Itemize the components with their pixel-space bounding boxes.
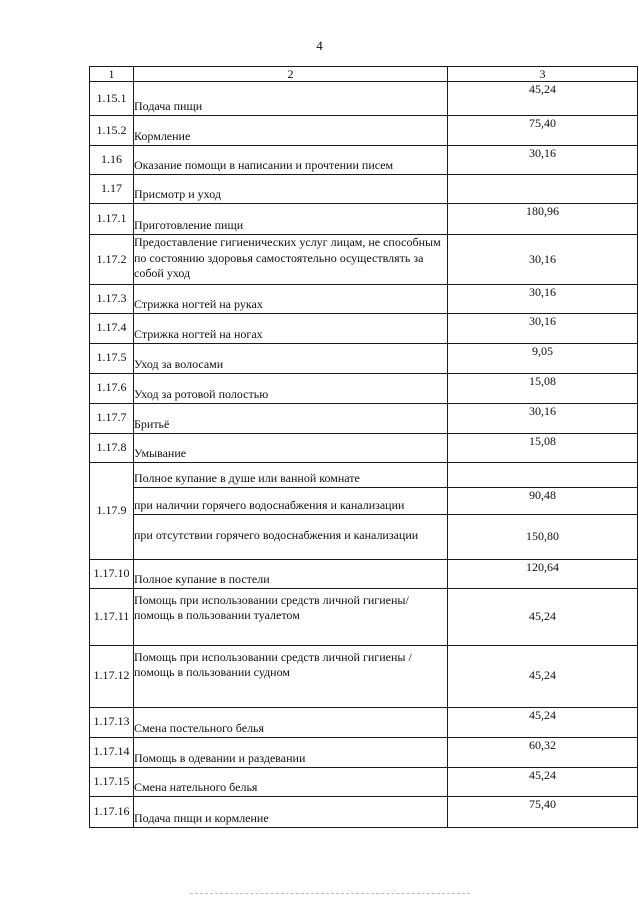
table-row (90, 204, 638, 235)
row-number: 1.17.9 (90, 462, 134, 559)
column-header-1: 1 (90, 67, 134, 82)
row-number: 1.17.1 (90, 204, 134, 235)
row-number: 1.16 (90, 146, 134, 175)
table-row (90, 433, 638, 462)
service-name: Уход за ротовой полостью (134, 373, 448, 403)
table-row (90, 146, 638, 175)
row-number: 1.15.2 (90, 116, 134, 146)
table-subrow (90, 514, 638, 559)
row-number: 1.15.1 (90, 82, 134, 116)
service-price (448, 462, 638, 487)
service-price: 45,24 (448, 707, 638, 737)
service-name: Оказание помощи в написании и прочтении писем (134, 146, 448, 175)
row-number: 1.17.14 (90, 737, 134, 767)
table-row (90, 707, 638, 737)
row-number: 1.17.3 (90, 284, 134, 313)
service-price: 30,16 (448, 313, 638, 343)
table-row (90, 767, 638, 796)
service-name: Умывание (134, 433, 448, 462)
service-name: Подача пищи (134, 82, 448, 116)
service-price: 30,16 (448, 403, 638, 433)
table-row (90, 796, 638, 827)
table-row (90, 645, 638, 707)
service-price: 30,16 (448, 284, 638, 313)
row-number: 1.17 (90, 175, 134, 204)
table-row (90, 82, 638, 116)
row-number: 1.17.5 (90, 343, 134, 373)
service-price: 45,24 (448, 645, 638, 707)
row-number: 1.17.8 (90, 433, 134, 462)
service-name: Подача пищи и кормление (134, 796, 448, 827)
table-subrow (90, 487, 638, 514)
service-name: Стрижка ногтей на ногах (134, 313, 448, 343)
row-number: 1.17.15 (90, 767, 134, 796)
service-subname: при наличии горячего водоснабжения и канализации (134, 487, 448, 514)
service-name: Смена нательного белья (134, 767, 448, 796)
service-price: 75,40 (448, 116, 638, 146)
service-name: Помощь при использовании средств личной гигиены / помощь в пользовании судном (134, 645, 448, 707)
service-name: Приготовление пищи (134, 204, 448, 235)
service-name: Бритьё (134, 403, 448, 433)
service-price: 180,96 (448, 204, 638, 235)
row-number: 1.17.16 (90, 796, 134, 827)
table-row (90, 284, 638, 313)
service-price: 30,16 (448, 146, 638, 175)
table-row (90, 175, 638, 204)
row-number: 1.17.6 (90, 373, 134, 403)
service-price: 30,16 (448, 235, 638, 285)
table-row (90, 403, 638, 433)
service-name: Уход за волосами (134, 343, 448, 373)
row-number: 1.17.12 (90, 645, 134, 707)
service-name: Предоставление гигиенических услуг лицам, не способным по состоянию здоровья самостоятельно осуществлять за собой уход (134, 235, 448, 285)
service-price (448, 175, 638, 204)
table-row (90, 373, 638, 403)
service-name: Полное купание в душе или ванной комнате (134, 462, 448, 487)
table-row (90, 116, 638, 146)
service-name: Присмотр и уход (134, 175, 448, 204)
service-price: 15,08 (448, 433, 638, 462)
services-price-table (89, 66, 638, 828)
table-row (90, 313, 638, 343)
row-number: 1.17.13 (90, 707, 134, 737)
table-row (90, 462, 638, 487)
page-number: 4 (316, 38, 323, 53)
table-row (90, 588, 638, 645)
service-name: Стрижка ногтей на руках (134, 284, 448, 313)
service-price: 90,48 (448, 487, 638, 514)
column-header-2: 2 (134, 67, 448, 82)
service-price: 45,24 (448, 588, 638, 645)
service-price: 45,24 (448, 767, 638, 796)
service-name: Смена постельного белья (134, 707, 448, 737)
table-header-row (90, 67, 638, 82)
row-number: 1.17.11 (90, 588, 134, 645)
service-price: 75,40 (448, 796, 638, 827)
table-row (90, 343, 638, 373)
service-price: 9,05 (448, 343, 638, 373)
service-price: 60,32 (448, 737, 638, 767)
column-header-3: 3 (448, 67, 638, 82)
table-row (90, 737, 638, 767)
service-name: Помощь при использовании средств личной гигиены/помощь в пользовании туалетом (134, 588, 448, 645)
service-price: 120,64 (448, 559, 638, 588)
service-subname: при отсутствии горячего водоснабжения и канализации (134, 514, 448, 559)
service-name: Кормление (134, 116, 448, 146)
service-price: 45,24 (448, 82, 638, 116)
service-name: Помощь в одевании и раздевании (134, 737, 448, 767)
row-number: 1.17.7 (90, 403, 134, 433)
row-number: 1.17.10 (90, 559, 134, 588)
table-row (90, 559, 638, 588)
row-number: 1.17.2 (90, 235, 134, 285)
page-bottom-divider (190, 893, 470, 894)
service-price: 15,08 (448, 373, 638, 403)
service-name: Полное купание в постели (134, 559, 448, 588)
table-row (90, 235, 638, 285)
row-number: 1.17.4 (90, 313, 134, 343)
service-price: 150,80 (448, 514, 638, 559)
